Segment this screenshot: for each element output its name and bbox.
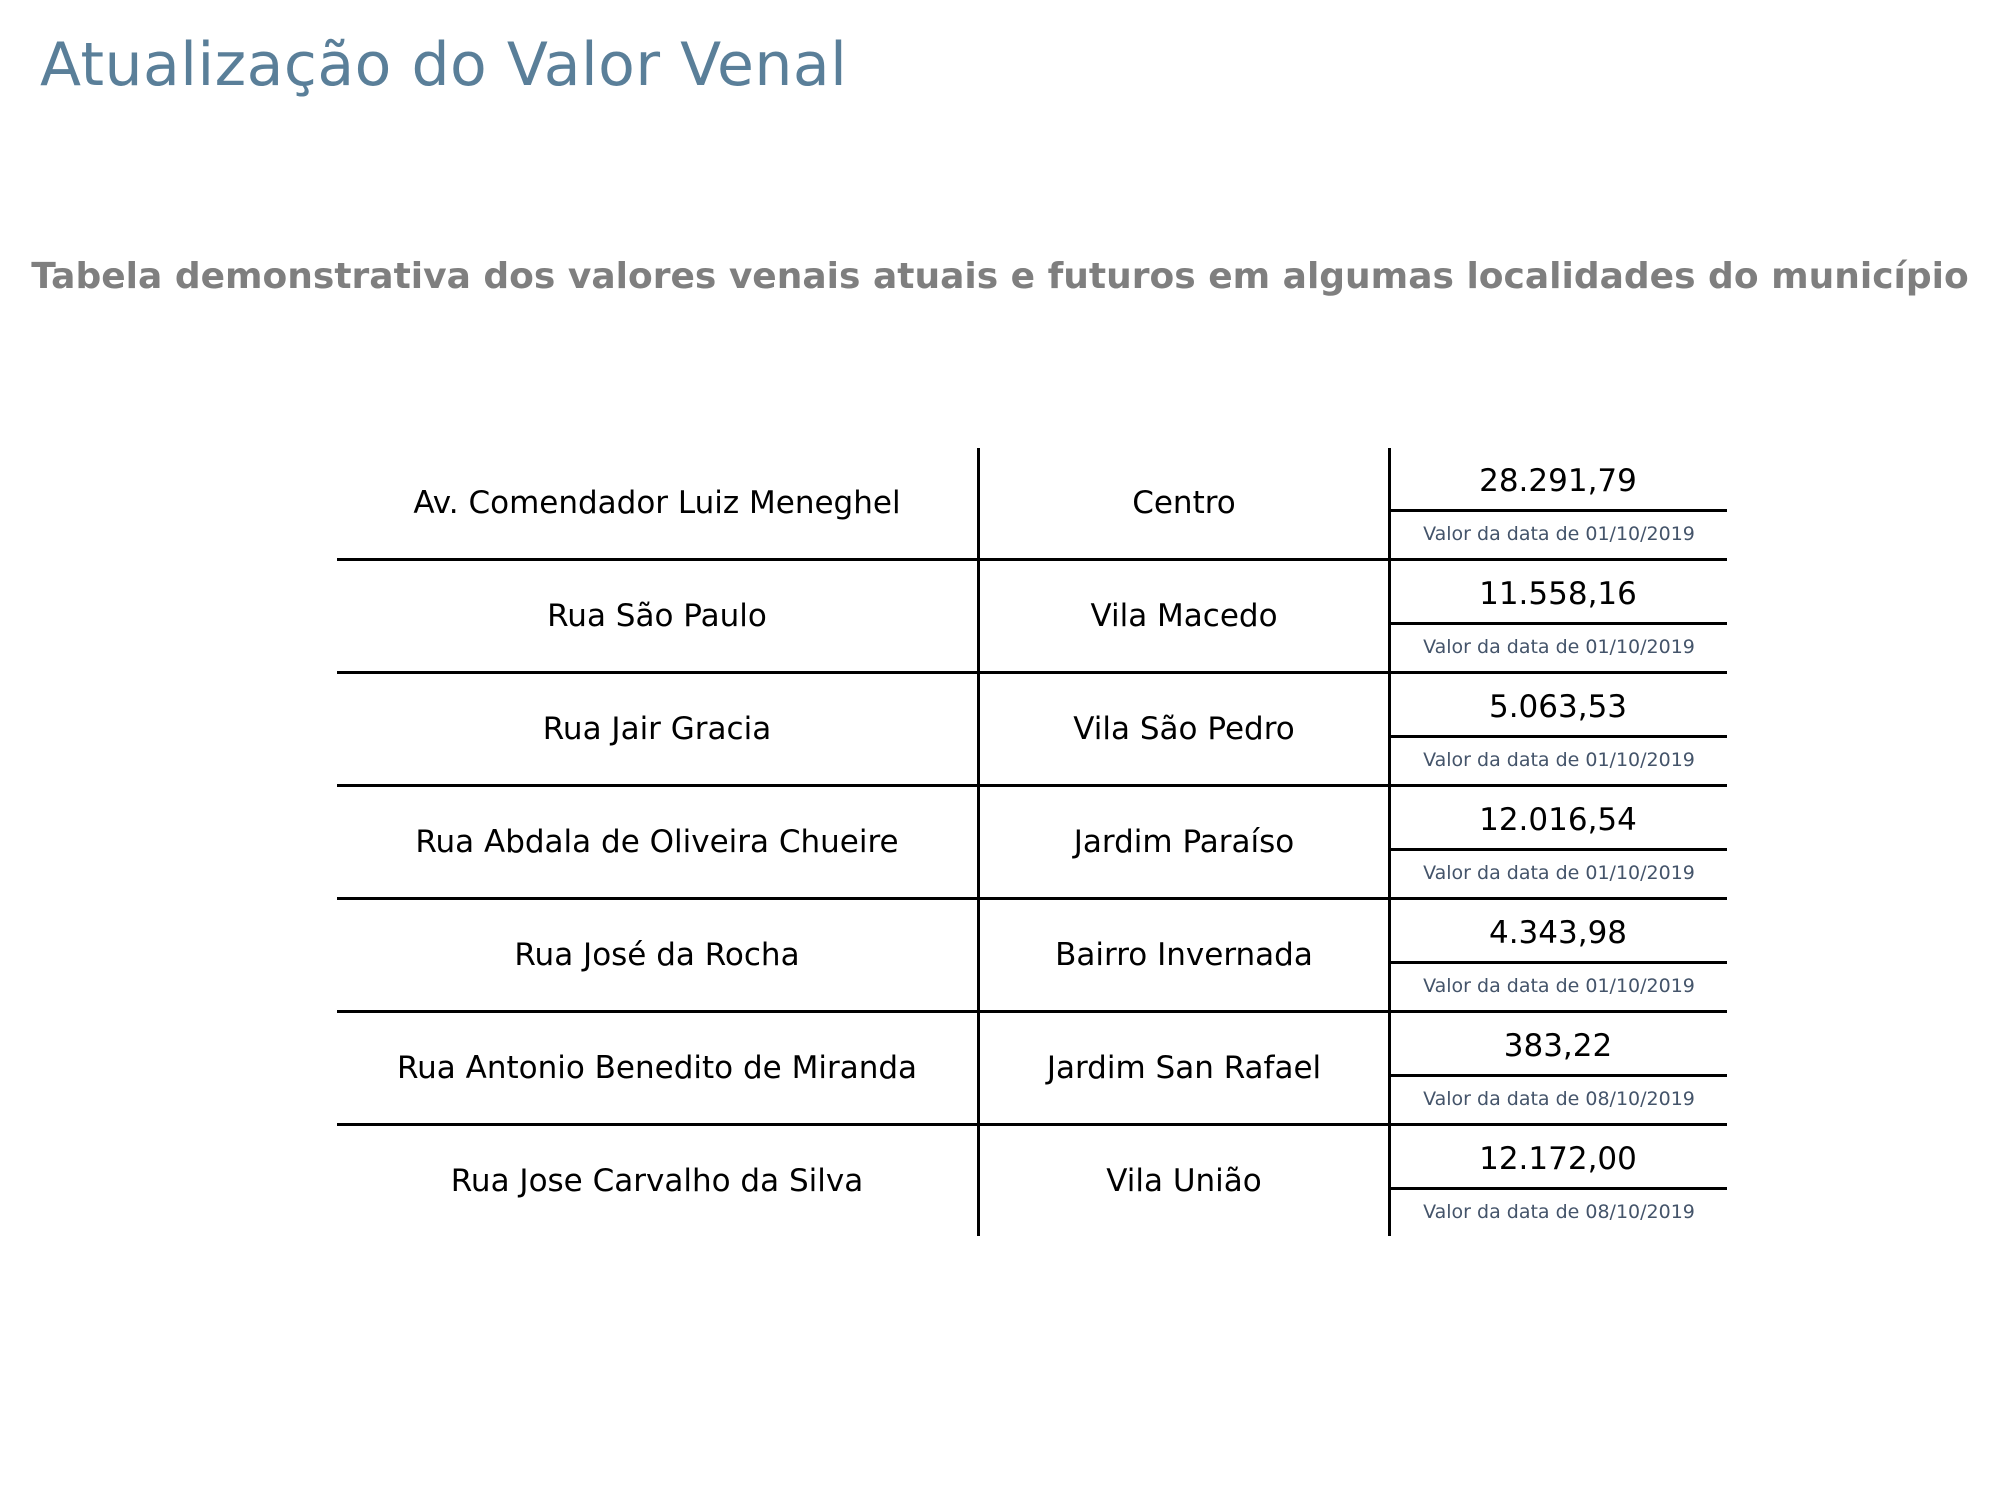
district-cell: Jardim San Rafael (979, 1012, 1390, 1125)
value-amount: 11.558,16 (1391, 563, 1727, 625)
value-date-note: Valor da data de 01/10/2019 (1423, 635, 1695, 658)
valor-venal-table (337, 448, 1727, 1236)
value-cell (1390, 448, 1728, 560)
street-cell: Rua José da Rocha (337, 899, 979, 1012)
table-row (337, 448, 1727, 560)
value-date-note: Valor da data de 01/10/2019 (1423, 974, 1695, 997)
table-row (337, 899, 1727, 1012)
table-row (337, 560, 1727, 673)
district-cell: Jardim Paraíso (979, 786, 1390, 899)
page-title: Atualização do Valor Venal (40, 30, 848, 100)
district-cell: Vila São Pedro (979, 673, 1390, 786)
street-cell: Av. Comendador Luiz Meneghel (337, 448, 979, 560)
value-amount: 5.063,53 (1391, 676, 1727, 738)
value-amount: 12.172,00 (1391, 1128, 1727, 1190)
value-date-note: Valor da data de 08/10/2019 (1423, 1200, 1695, 1223)
value-amount: 12.016,54 (1391, 789, 1727, 851)
value-amount: 4.343,98 (1391, 902, 1727, 964)
street-cell: Rua Abdala de Oliveira Chueire (337, 786, 979, 899)
value-date-note: Valor da data de 01/10/2019 (1423, 861, 1695, 884)
value-cell (1390, 1012, 1728, 1125)
street-cell: Rua Jose Carvalho da Silva (337, 1125, 979, 1237)
street-cell: Rua São Paulo (337, 560, 979, 673)
district-cell: Bairro Invernada (979, 899, 1390, 1012)
value-cell (1390, 786, 1728, 899)
value-cell (1390, 673, 1728, 786)
table-row (337, 1125, 1727, 1237)
value-date-note: Valor da data de 08/10/2019 (1423, 1087, 1695, 1110)
district-cell: Centro (979, 448, 1390, 560)
table-row (337, 1012, 1727, 1125)
table-row (337, 786, 1727, 899)
value-date-note: Valor da data de 01/10/2019 (1423, 748, 1695, 771)
value-cell (1390, 1125, 1728, 1237)
value-cell (1390, 560, 1728, 673)
value-date-note: Valor da data de 01/10/2019 (1423, 522, 1695, 545)
value-amount: 383,22 (1391, 1015, 1727, 1077)
value-amount: 28.291,79 (1391, 450, 1727, 512)
page-subtitle: Tabela demonstrativa dos valores venais atuais e futuros em algumas localidades do município (31, 256, 1969, 297)
district-cell: Vila Macedo (979, 560, 1390, 673)
value-cell (1390, 899, 1728, 1012)
street-cell: Rua Jair Gracia (337, 673, 979, 786)
street-cell: Rua Antonio Benedito de Miranda (337, 1012, 979, 1125)
district-cell: Vila União (979, 1125, 1390, 1237)
table-row (337, 673, 1727, 786)
